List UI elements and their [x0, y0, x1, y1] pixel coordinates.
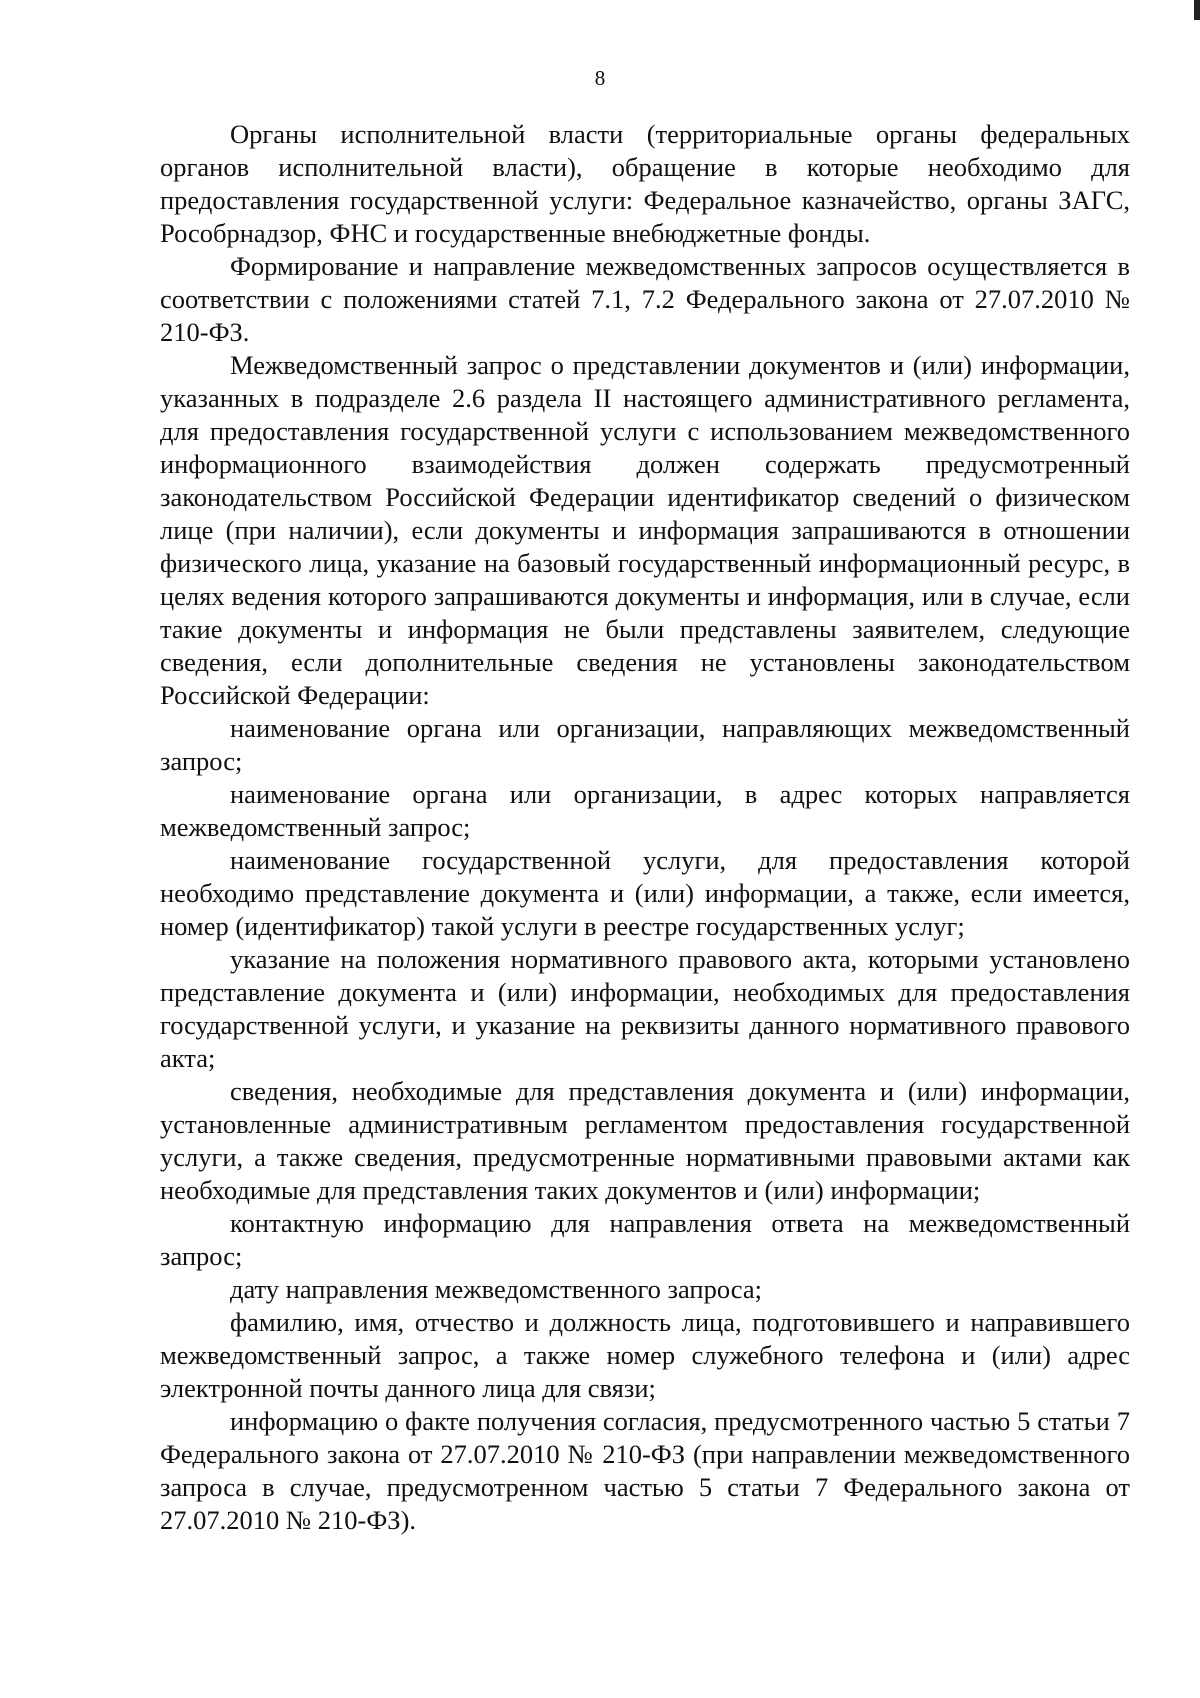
list-item-required-info: сведения, необходимые для представления документа и (или) информации, установленные административным регламентом предоставления государственной услуги, а также сведения, предусмотренные нормативными правовыми актами как необходимые для представления таких документов и (или) информации; [160, 1076, 1130, 1205]
page-number: 8 [594, 66, 606, 90]
list-item-service-name: наименование государственной услуги, для предоставления которой необходимо представление документа и (или) информации, а также, если имеется, номер (идентификатор) такой услуги в реестре государственных услуг; [160, 845, 1130, 941]
list-item-sender-name: наименование органа или организации, направляющих межведомственный запрос; [160, 713, 1130, 776]
paragraph-request-contents: Межведомственный запрос о представлении документов и (или) информации, указанных в подразделе 2.6 раздела II настоящего административного регламента, для предоставления государственной услуги с использованием межведомственного информационного взаимодействия должен содержать предусмотренный законодательством Российской Федерации идентификатор сведений о физическом лице (при наличии), если документы и информация запрашиваются в отношении физического лица, указание на базовый государственный информационный ресурс, в целях ведения которого запрашиваются документы и информация, или в случае, если такие документы и информация не были представлены заявителем, следующие сведения, если дополнительные сведения не установлены законодательством Российской Федерации: [160, 350, 1130, 710]
list-item-consent-info: информацию о факте получения согласия, предусмотренного частью 5 статьи 7 Федерального закона от 27.07.2010 № 210-ФЗ (при направлении межведомственного запроса в случае, предусмотренном частью 5 статьи 7 Федерального закона от 27.07.2010 № 210-ФЗ). [160, 1406, 1130, 1535]
list-item-contact-info: контактную информацию для направления ответа на межведомственный запрос; [160, 1208, 1130, 1271]
list-item-responsible-person: фамилию, имя, отчество и должность лица, подготовившего и направившего межведомственный запрос, а также номер служебного телефона и (или) адрес электронной почты данного лица для связи; [160, 1307, 1130, 1403]
paragraph-request-formation: Формирование и направление межведомственных запросов осуществляется в соответствии с положениями статей 7.1, 7.2 Федерального закона от 27.07.2010 № 210-ФЗ. [160, 251, 1130, 347]
scan-edge-mark [1194, 0, 1200, 20]
paragraph-executive-bodies: Органы исполнительной власти (территориальные органы федеральных органов исполнительной власти), обращение в которые необходимо для предоставления государственной услуги: Федеральное казначейство, органы ЗАГС, Рособрнадзор, ФНС и государственные внебюджетные фонды. [160, 119, 1130, 248]
list-item-legal-act: указание на положения нормативного правового акта, которыми установлено представление документа и (или) информации, необходимых для предоставления государственной услуги, и указание на реквизиты данного нормативного правового акта; [160, 944, 1130, 1073]
document-body [160, 118, 1130, 1537]
list-item-recipient-name: наименование органа или организации, в адрес которых направляется межведомственный запрос; [160, 779, 1130, 842]
list-item-request-date: дату направления межведомственного запроса; [230, 1274, 762, 1304]
